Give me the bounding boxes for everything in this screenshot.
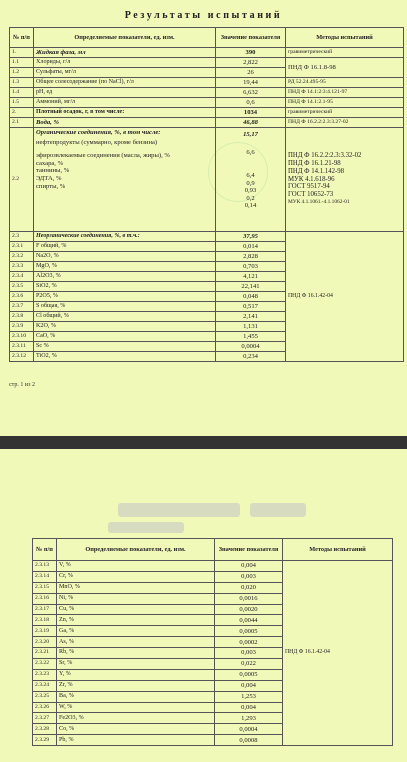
col-header-method: Методы испытаний <box>286 28 404 48</box>
col-header-num: № п/п <box>10 28 34 48</box>
table-row: 2.3.25 Ba, % 1,253 <box>33 691 393 702</box>
table-row: 2.3.29 Pb, % 0,0008 <box>33 735 393 746</box>
report-page-2 <box>0 449 407 762</box>
table-row: 2.3.2 Na2O, % 2,828 <box>10 252 404 262</box>
table-row: 2.3.18 Zn, % 0,0044 <box>33 615 393 626</box>
table-row: 2.3.8 Cl общий, % 2,141 <box>10 312 404 322</box>
table-row: 2.3.4 Al2O3, % 4,121 <box>10 272 404 282</box>
table-row: 2.3.21 Rb, % 0,003 <box>33 648 393 659</box>
table-row: 2.3.16 Ni, % 0,0016 <box>33 593 393 604</box>
table-row: 2.3.1 F общий, % 0,014 <box>10 242 404 252</box>
col-header-param: Определяемые показатели, ед. изм. <box>57 539 215 561</box>
redacted-header <box>108 522 184 533</box>
page-footer: стр. 1 из 2 <box>9 382 35 388</box>
table-row: 2.3.12 TiO2, % 0,234 <box>10 352 404 362</box>
results-table-continued <box>32 538 393 746</box>
table-row: 1.2 Сульфаты, мг/л 26 <box>10 68 404 78</box>
results-table <box>9 27 404 362</box>
table-row: 2.3.27 Fe2O3, % 1,293 <box>33 713 393 724</box>
table-row: 2.3.19 Ga, % 0,0005 <box>33 626 393 637</box>
table-row: 1. Жидкая фаза, мл 390 гравиметрический <box>10 48 404 58</box>
page-title: Результаты испытаний <box>124 10 283 21</box>
table-row: 1.5 Аммоний, мг/л 0,6 ПНД Ф 14.1:2.1-95 <box>10 98 404 108</box>
col-header-param: Определяемые показатели, ед. изм. <box>34 28 216 48</box>
table-row: 2.3 Неорганические соединения, %, в т.ч.: 37,95 ПНД Ф 16.1.42-04 <box>10 232 404 242</box>
table-row: 2.3.7 S общая, % 0,517 <box>10 302 404 312</box>
organic-heading: Органические соединения, %, в том числе: <box>36 129 161 136</box>
table-row: 2.3.15 MnO, % 0,020 <box>33 582 393 593</box>
table-row: 2.3.24 Zr, % 0,004 <box>33 680 393 691</box>
table-row: 2.3.3 MgO, % 0,703 <box>10 262 404 272</box>
table-row: 2.1 Вода, % 46,88 ПНД Ф 16.2.2:2.3:3.27-02 <box>10 118 404 128</box>
col-header-value: Значение показателя <box>216 28 286 48</box>
inorganic-method: ПНД Ф 16.1.42-04 <box>286 232 404 362</box>
table-row: 1.1 Хлориды, г/л 2,822 ПНД Ф 16.1.8-98 <box>10 58 404 68</box>
table-row: 2.3.23 Y, % 0,0005 <box>33 669 393 680</box>
table-row: 2.3.14 Cr, % 0,003 <box>33 571 393 582</box>
table-row: 2.3.5 SiO2, % 22,141 <box>10 282 404 292</box>
redacted-header <box>250 503 306 517</box>
organic-item: спирты, % <box>36 182 66 190</box>
col-header-num: № п/п <box>33 539 57 561</box>
table-row: 2.3.20 As, % 0,0002 <box>33 637 393 648</box>
organic-item: эфирозвлекаемые соединения (масла, жиры), % <box>36 152 170 160</box>
organic-item: таннины, % <box>36 167 70 175</box>
col-header-method: Методы испытаний <box>283 539 393 561</box>
table-row: 2.3.26 W, % 0,004 <box>33 702 393 713</box>
table-row: 2.3.17 Cu, % 0,0020 <box>33 604 393 615</box>
organic-item: сахара, % <box>36 159 64 167</box>
table-row: 2.3.13 V, % 0,004 ПНД Ф 16.1.42-04 <box>33 561 393 572</box>
table-row: 2. Плотный осадок, г, в том числе: 1034 гравиметрический <box>10 108 404 118</box>
organic-item: ЭДТА, % <box>36 175 62 183</box>
table-row: 2.3.22 Sr, % 0,022 <box>33 659 393 670</box>
redacted-header <box>118 503 240 517</box>
table-row-organic: 2.2 Органические соединения, %, в том числе: нефтепродукты (суммарно, кроме бензина) эфирозвлекаемые соединения (масла, жиры), % сахара, % таннины, % ЭДТА, % спирты, % 15,17 6,6 6,4 0,9 0,93 0,2 0,14 ПНД Ф 16.2.2:2.3:3.32-02 ПНД Ф 16.1.21-98 ПНД Ф 14.1.142-98 МУК 4.1.618-96 ГОСТ 9517-94 ГОСТ 10652-73 МУК 4.1.1061.-4.1.1062-01 <box>10 128 404 232</box>
page-separator <box>0 436 407 449</box>
method-cell: ПНД Ф 16.1.42-04 <box>283 561 393 746</box>
table-row: 2.3.10 CaO, % 1,455 <box>10 332 404 342</box>
table-row: 2.3.28 Co, % 0,0004 <box>33 724 393 735</box>
table-row: 1.3 Общее солесодержание (по NaCl), г/л 19,44 РД 52.24.495-95 <box>10 78 404 88</box>
organic-item: нефтепродукты (суммарно, кроме бензина) <box>36 139 158 147</box>
table-row: 2.3.11 Sc % 0,0004 <box>10 342 404 352</box>
organic-methods: ПНД Ф 16.2.2:2.3:3.32-02 ПНД Ф 16.1.21-98 ПНД Ф 14.1.142-98 МУК 4.1.618-96 ГОСТ 9517-94 ГОСТ 10652-73 МУК 4.1.1061.-4.1.1062-01 <box>286 128 404 232</box>
table-row: 2.3.6 P2O5, % 0,048 <box>10 292 404 302</box>
table-row: 1.4 pH, ед 6,632 ПНД Ф 14.1:2:3:4.121-97 <box>10 88 404 98</box>
table-row: 2.3.9 K2O, % 1,131 <box>10 322 404 332</box>
col-header-value: Значение показателя <box>215 539 283 561</box>
